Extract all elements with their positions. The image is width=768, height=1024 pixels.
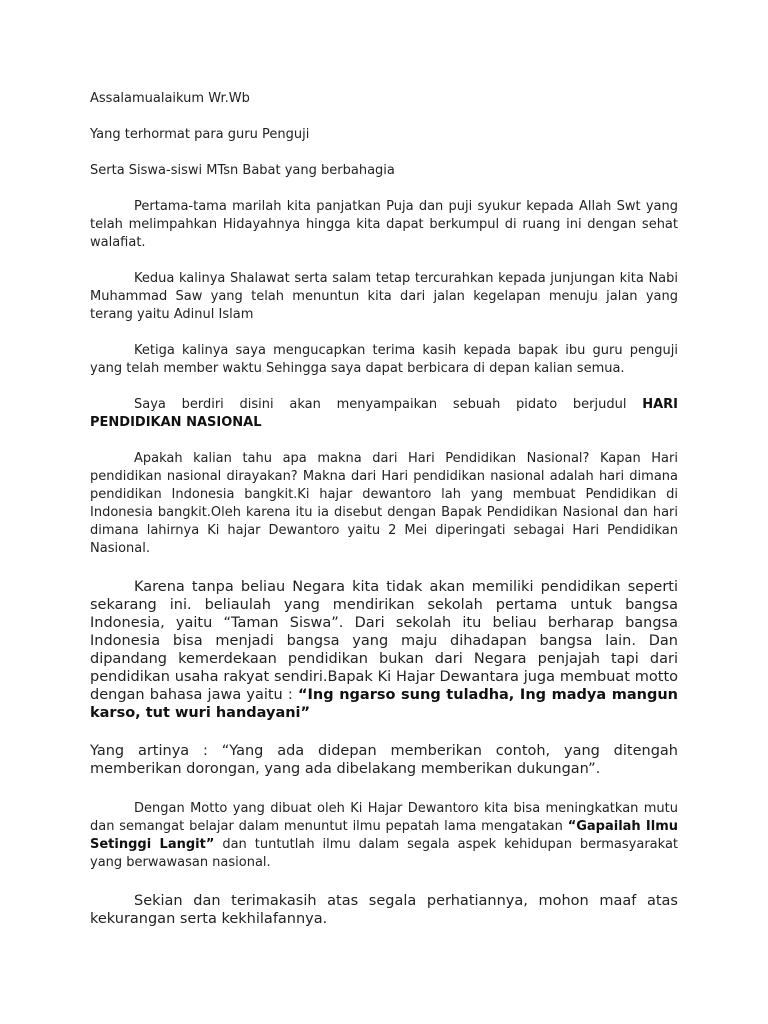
motto-quote: “Ing ngarso sung tuladha, Ing madya mangun karso, tut wuri handayani” (90, 687, 678, 721)
speech-title: HARI PENDIDIKAN NASIONAL (90, 397, 678, 430)
paragraph-thanks-text: Ketiga kalinya saya mengucapkan terima kasih kepada bapak ibu guru penguji yang telah member waktu Sehingga saya dapat berbicara di depan kalian semua. (90, 343, 678, 376)
salutation-students: Serta Siswa-siswi MTsn Babat yang berbahagia (90, 163, 395, 178)
greeting: Assalamualaikum Wr.Wb (90, 91, 250, 106)
paragraph-opening: Pertama-tama marilah kita panjatkan Puja dan puji syukur kepada Allah Swt yang telah melimpahkan Hidayahnya hingga kita dapat berkumpul di ruang ini dengan sehat walafiat. (90, 199, 678, 250)
proverb-quote: “Gapailah Ilmu Setinggi Langit” (90, 819, 679, 852)
paragraph-thanks (90, 342, 678, 378)
paragraph-title (90, 396, 678, 432)
salutation-teachers: Yang terhormat para guru Penguji (90, 127, 310, 142)
paragraph-history (90, 578, 678, 722)
speech-text (90, 90, 678, 928)
history-text: Karena tanpa beliau Negara kita tidak akan memiliki pendidikan seperti sekarang ini. beliaulah yang mendirikan sekolah pertama untuk bangsa Indonesia, yaitu “Taman Siswa”. Dari sekolah itu beliau berharap bangsa Indonesia bisa menjadi bangsa yang maju dihadapan bangsa lain. Dan dipandang kemerdekaan pendidikan bukan dari Negara penjajah tapi dari pendidikan usaha rakyat sendiri.Bapak Ki Hajar Dewantara juga membuat motto dengan bahasa jawa yaitu : (90, 579, 678, 703)
paragraph-meaning: Apakah kalian tahu apa makna dari Hari Pendidikan Nasional? Kapan Hari pendidikan nasional dirayakan? Makna dari Hari pendidikan nasional adalah hari dimana pendidikan Indonesia bangkit.Ki hajar dewantoro lah yang membuat Pendidikan di Indonesia bangkit.Oleh karena itu ia disebut dengan Bapak Pendidikan Nasional dan hari dimana lahirnya Ki hajar Dewantoro yaitu 2 Mei diperingati sebagai Hari Pendidikan Nasional. (90, 451, 678, 556)
paragraph-closing: Sekian dan terimakasih atas segala perhatiannya, mohon maaf atas kekurangan serta kekhilafannya. (90, 893, 678, 927)
paragraph-shalawat: Kedua kalinya Shalawat serta salam tetap tercurahkan kepada junjungan kita Nabi Muhammad Saw yang telah menuntun kita dari jalan kegelapan menuju jalan yang terang yaitu Adinul Islam (90, 271, 678, 322)
paragraph-translation: Yang artinya : “Yang ada didepan memberikan contoh, yang ditengah memberikan dorongan, yang ada dibelakang memberikan dukungan”. (90, 743, 678, 777)
motivation-text-2: dan tuntutlah ilmu dalam segala aspek kehidupan bermasyarakat yang berwawasan nasional. (90, 837, 679, 870)
paragraph-motivation (90, 800, 678, 872)
title-intro: Saya berdiri disini akan menyampaikan sebuah pidato berjudul (134, 397, 643, 412)
motivation-text-1: Dengan Motto yang dibuat oleh Ki Hajar Dewantoro kita bisa meningkatkan mutu dan semangat belajar dalam menuntut ilmu pepatah lama mengatakan (90, 801, 678, 834)
